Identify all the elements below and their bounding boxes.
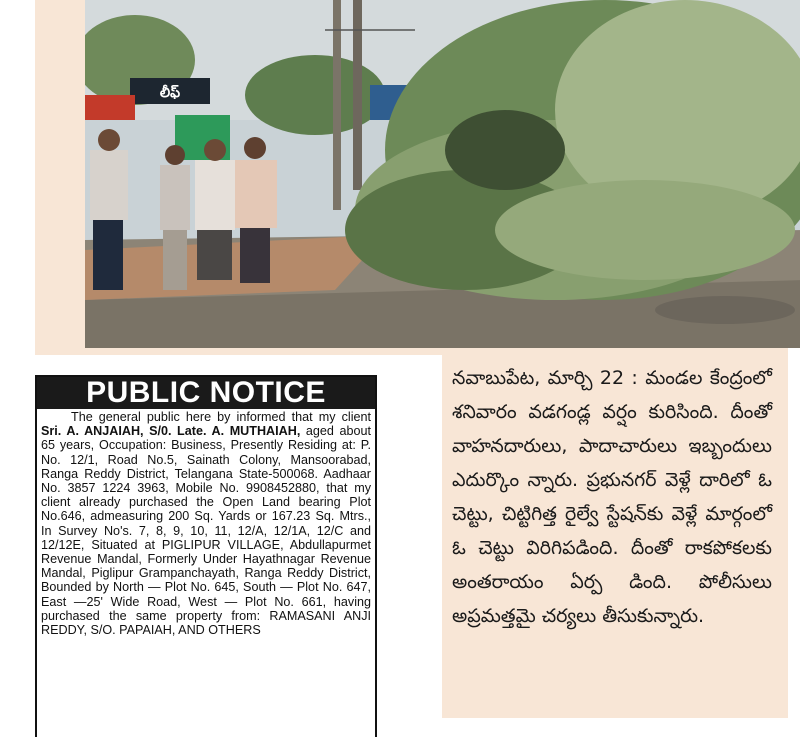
photo-frame <box>35 0 788 355</box>
news-article <box>442 355 788 718</box>
notice-intro: The general public here by informed that my client <box>71 410 371 424</box>
shop-sign-text: లీఫ్ <box>159 85 181 101</box>
notice-title: PUBLIC NOTICE <box>37 377 375 409</box>
notice-client: Sri. A. ANJAIAH, S/0. Late. A. MUTHAIAH, <box>41 424 301 439</box>
notice-body <box>37 409 375 637</box>
people-group <box>90 129 277 290</box>
notice-text: aged about 65 years, Occupation: Business, Presently Residing at: P. No. 12/1, Road No.5, Sainath Colony, Mansoorabad, Ranga Reddy District, Telangana State-500068. Aadhaar No. 3857 1224 3963, Mobile No. 9908452880, that my client already purchased the Open Land bearing Plot No.646, admeasuring 200 Sq. Yards or 167.23 Sq. Mtrs., In Survey No's. 7, 8, 9, 10, 11, 12/A, 12/1A, 12/C and 12/12E, Situated at PIGLIPUR VILLAGE, Abdullapurmet Revenue Mandal, Formerly Under Hayathnagar Revenue Mandal, Piglipur Grampanchayath, Ranga Reddy District, Bounded by North — Plot No. 645, South — Plot No. 647, East —25' Wide Road, West — Plot No. 661, having purchased the same property from: RAMASANI ANJI REDDY, S/O. PAPAIAH, AND OTHERS <box>41 424 372 638</box>
article-text: నవాబుపేట, మార్చి 22 : మండల కేంద్రంలో శనివారం వడగండ్ల వర్షం కురిసింది. దీంతో వాహనదారులు, పాదాచారులు ఇబ్బందులు ఎదుర్కొం న్నారు. ప్రభునగర్ వెళ్లే దారిలో ఓ చెట్టు, చిట్టిగిత్త రైల్వే స్టేషన్‌కు వెళ్లే మార్గంలో ఓ చెట్టు విరిగిపడింది. దీంతో రాకపోకలకు అంతరాయం ఏర్ప డింది. పోలీసులు అప్రమత్తమై చర్యలు తీసుకున్నారు. <box>452 367 772 627</box>
fallen-tree-photo <box>85 0 800 348</box>
public-notice <box>35 375 377 737</box>
news-photo <box>85 0 800 348</box>
